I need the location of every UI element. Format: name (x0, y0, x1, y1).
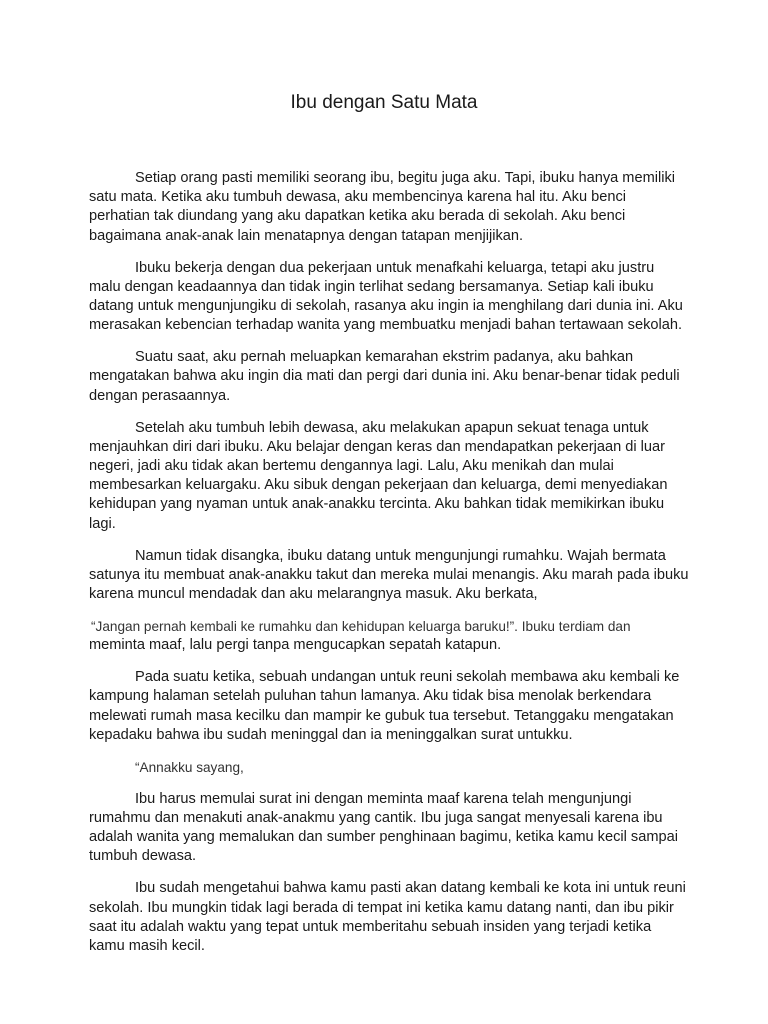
paragraph: Pada suatu ketika, sebuah undangan untuk reuni sekolah membawa aku kembali ke kampung halaman setelah puluhan tahun lamanya. Aku tidak bisa menolak berkendara melewati rumah masa kecilku dan mampir ke gubuk tua tersebut. Tetanggaku mengatakan kepadaku bahwa ibu sudah meninggal dan ia meninggalkan surat untukku. (89, 669, 680, 743)
paragraph: Ibuku bekerja dengan dua pekerjaan untuk menafkahi keluarga, tetapi aku justru malu dengan keadaannya dan tidak ingin terlihat sedang bersamanya. Setiap kali ibuku datang untuk mengunjungiku di sekolah, rasanya aku ingin ia menghilang dari dunia ini. Aku merasakan kebencian terhadap wanita yang membuatku menjadi bahan tertawaan sekolah. (89, 259, 683, 334)
letter-paragraph: Ibu sudah mengetahui bahwa kamu pasti akan datang kembali ke kota ini untuk reuni sekolah. Ibu mungkin tidak lagi berada di tempat ini ketika kamu datang nanti, dan ibu pikir saat itu adalah waktu yang tepat untuk memberitahu sebuah insiden yang terjadi ketika kamu masih kecil. (89, 880, 686, 955)
paragraph: Namun tidak disangka, ibuku datang untuk mengunjungi rumahku. Wajah bermata satunya itu membuat anak-anakku takut dan mereka mulai menangis. Aku marah pada ibuku karena muncul mendadak dan aku melarangnya masuk. Aku berkata, (89, 547, 689, 603)
paragraph: Setiap orang pasti memiliki seorang ibu, begitu juga aku. Tapi, ibuku hanya memiliki satu mata. Ketika aku tumbuh dewasa, aku membencinya karena hal itu. Aku benci perhatian tak diundang yang aku dapatkan ketika aku berada di sekolah. Aku benci bagaimana anak-anak lain menatapnya dengan tatapan menjijikan. (89, 170, 675, 244)
paragraph: Setelah aku tumbuh lebih dewasa, aku melakukan apapun sekuat tenaga untuk menjauhkan diri dari ibuku. Aku belajar dengan keras dan mendapatkan pekerjaan di luar negeri, jadi aku tidak akan bertemu dengannya lagi. Lalu, Aku menikah dan mulai membesarkan keluargaku. Aku sibuk dengan pekerjaan dan keluarga, demi menyediakan kehidupan yang nyaman untuk anak-anakku tercinta. Aku bahkan tidak memikirkan ibuku lagi. (89, 419, 668, 532)
letter-greeting: “Annakku sayang, (135, 759, 244, 775)
quote-paragraph (89, 617, 689, 655)
document-title: Ibu dengan Satu Mata (290, 92, 478, 113)
paragraph: Suatu saat, aku pernah meluapkan kemarahan ekstrim padanya, aku bahkan mengatakan bahwa aku ingin dia mati dan pergi dari dunia ini. Aku benar-benar tidak peduli dengan perasaannya. (89, 349, 680, 404)
letter-paragraph: Ibu harus memulai surat ini dengan meminta maaf karena telah mengunjungi rumahmu dan menakuti anak-anakmu yang cantik. Ibu juga sangat menyesali karena ibu adalah wanita yang memalukan dan sumber penghinaan bagimu, ketika kamu kecil sampai tumbuh dewasa. (89, 790, 678, 865)
quote-line: “Jangan pernah kembali ke rumahku dan kehidupan keluarga baruku!”. Ibuku terdiam dan (91, 619, 631, 635)
quote-continuation: meminta maaf, lalu pergi tanpa mengucapkan sepatah katapun. (89, 637, 502, 654)
document-body (89, 169, 689, 969)
